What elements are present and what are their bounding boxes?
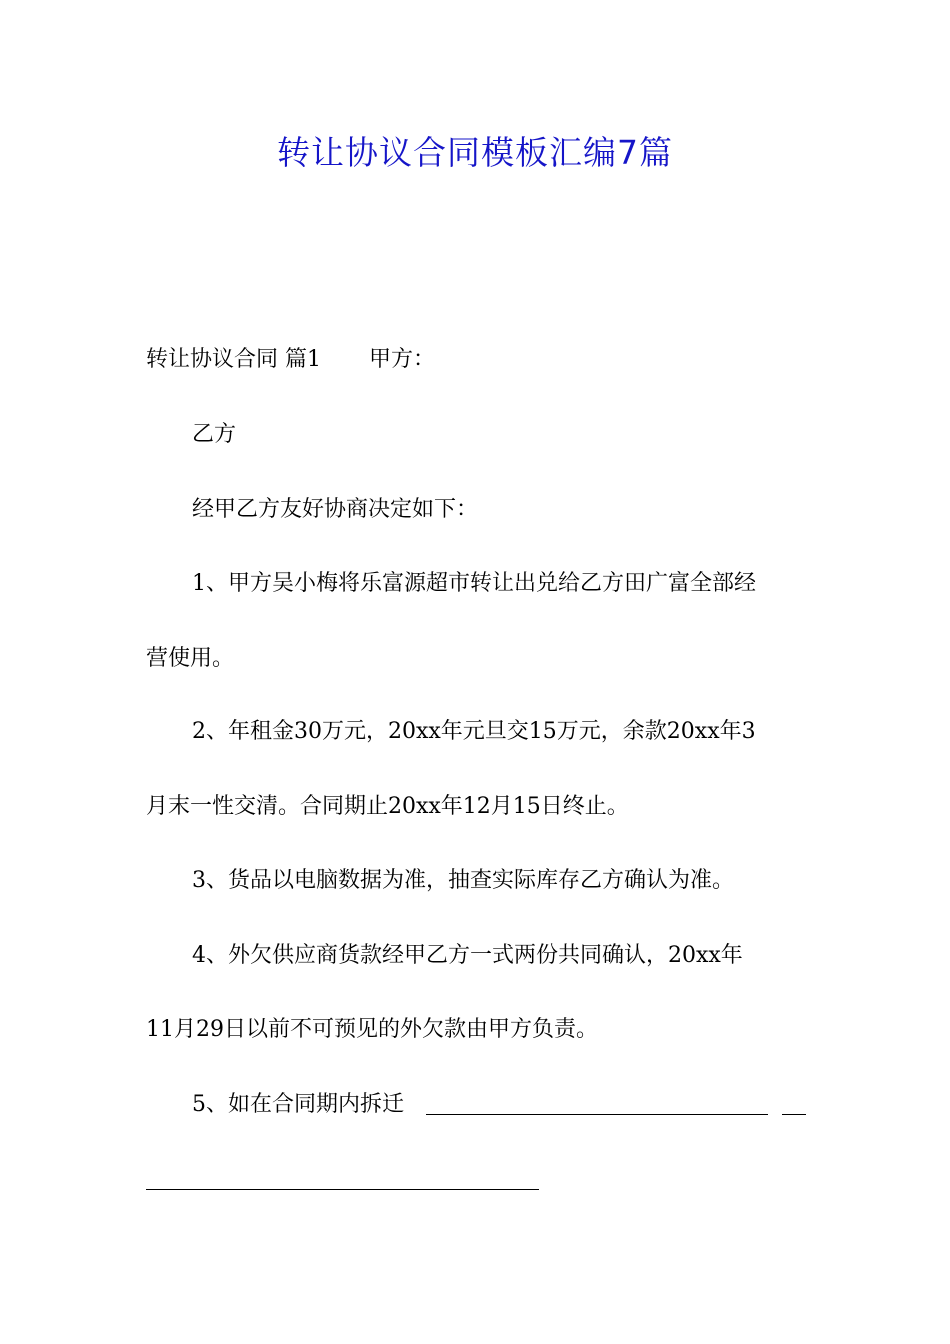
contract-heading-label: 转让协议合同 <box>146 347 279 372</box>
clause-4-line-1: 4、外欠供应商货款经甲乙方一式两份共同确认，20xx年 <box>192 943 743 968</box>
clause-2-line-2: 月末一性交清。合同期止20xx年12月15日终止。 <box>146 794 629 819</box>
clause-4-line-2: 11月29日以前不可预见的外欠款由甲方负责。 <box>146 1017 598 1042</box>
clause-3: 3、货品以电脑数据为准，抽查实际库存乙方确认为准。 <box>192 868 734 893</box>
clause-2-line-1: 2、年租金30万元，20xx年元旦交15万元，余款20xx年3 <box>192 719 756 744</box>
contract-heading-number: 篇1 <box>285 347 322 372</box>
contract-heading <box>146 345 435 375</box>
clause-1-line-2: 营使用。 <box>146 646 235 671</box>
fill-in-blank-line <box>782 1114 806 1115</box>
fill-in-blank-line <box>146 1189 539 1190</box>
party-a-label: 甲方： <box>369 347 436 372</box>
clause-5: 5、如在合同期内拆迁 <box>192 1092 404 1117</box>
document-title: 转让协议合同模板汇编7篇 <box>277 133 673 172</box>
clause-1-line-1: 1、甲方吴小梅将乐富源超市转让出兑给乙方田广富全部经 <box>192 571 756 596</box>
fill-in-blank-line <box>426 1114 768 1115</box>
intro-paragraph: 经甲乙方友好协商决定如下： <box>192 497 479 522</box>
party-b-label: 乙方 <box>192 422 237 447</box>
